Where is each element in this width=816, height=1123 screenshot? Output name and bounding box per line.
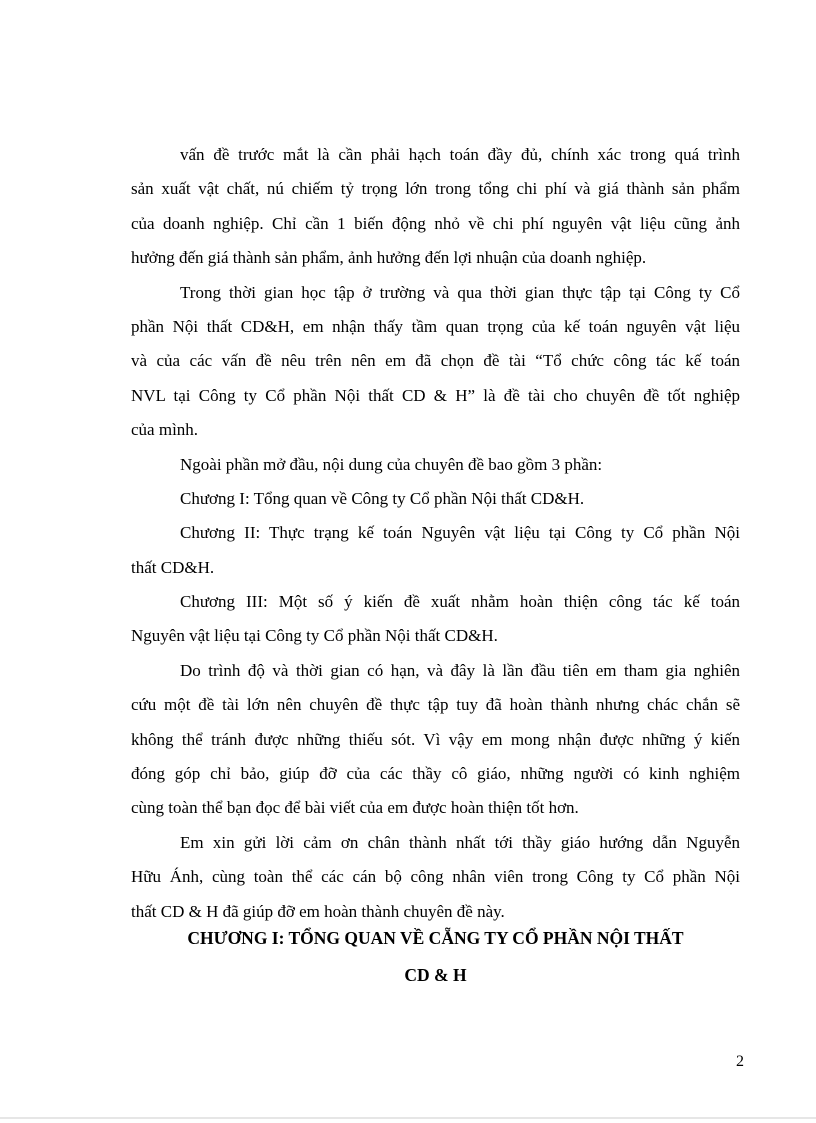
page-number: 2 — [736, 1053, 744, 1070]
text-line: Ngoài phần mở đầu, nội dung của chuyên đề bao gồm 3 phần: — [180, 454, 603, 474]
text-line: Do trình độ và thời gian có hạn, và đây là lần đầu tiên em tham gia nghiên — [180, 660, 740, 680]
chapter-heading: CHƯƠNG I: TỔNG QUAN VỀ CẴNG TY CỔ PHẦN NỘI THẤT — [187, 928, 684, 948]
text-line: Chương II: Thực trạng kế toán Nguyên vật liệu tại Công ty Cổ phần Nội — [180, 523, 740, 543]
text-line: sản xuất vật chất, nú chiếm tỷ trọng lớn trong tổng chi phí và giá thành sản phẩm — [131, 179, 740, 199]
text-line: Nguyên vật liệu tại Công ty Cổ phần Nội thất CD&H. — [131, 626, 498, 646]
text-line: cùng toàn thể bạn đọc để bài viết của em được hoàn thiện tốt hơn. — [131, 798, 579, 818]
chapter-heading-continued: CD & H — [404, 965, 467, 985]
text-line: thất CD & H đã giúp đỡ em hoàn thành chuyên đề này. — [131, 901, 505, 921]
text-line: Chương I: Tổng quan về Công ty Cổ phần Nội thất CD&H. — [180, 488, 585, 508]
text-line: Hữu Ánh, cùng toàn thể các cán bộ công nhân viên trong Công ty Cổ phần Nội — [131, 867, 740, 887]
text-line: Chương III: Một số ý kiến đề xuất nhằm hoàn thiện công tác kế toán — [180, 592, 740, 612]
text-line: hưởng đến giá thành sản phẩm, ảnh hưởng đến lợi nhuận của doanh nghiệp. — [131, 248, 647, 268]
text-line: Trong thời gian học tập ở trường và qua thời gian thực tập tại Công ty Cổ — [180, 282, 740, 302]
text-line: của mình. — [131, 420, 199, 440]
text-line: thất CD&H. — [131, 557, 215, 577]
text-line: cứu một đề tài lớn nên chuyên đề thực tập tuy đã hoàn thành nhưng chác chắn sẽ — [131, 695, 740, 715]
text-line: đóng góp chỉ bảo, giúp đỡ của các thầy cô giáo, những người có kinh nghiệm — [131, 764, 740, 784]
text-line: vấn đề trước mắt là cần phải hạch toán đầy đủ, chính xác trong quá trình — [180, 145, 740, 164]
text-line: của doanh nghiệp. Chỉ cần 1 biến động nhỏ về chi phí nguyên vật liệu cũng ảnh — [131, 213, 740, 233]
page-bottom-rule — [0, 1117, 816, 1119]
text-line: và của các vấn đề nêu trên nên em đã chọn đề tài “Tổ chức công tác kế toán — [131, 351, 740, 371]
text-line: không thể tránh được những thiếu sót. Vì vậy em mong nhận được những ý kiến — [131, 729, 740, 749]
text-line: phần Nội thất CD&H, em nhận thấy tầm quan trọng của kế toán nguyên vật liệu — [131, 316, 740, 336]
text-line: Em xin gửi lời cảm ơn chân thành nhất tới thầy giáo hướng dẫn Nguyễn — [180, 832, 740, 852]
text-line: NVL tại Công ty Cổ phần Nội thất CD & H” là đề tài cho chuyên đề tốt nghiệp — [131, 385, 740, 405]
body-text — [131, 138, 740, 929]
